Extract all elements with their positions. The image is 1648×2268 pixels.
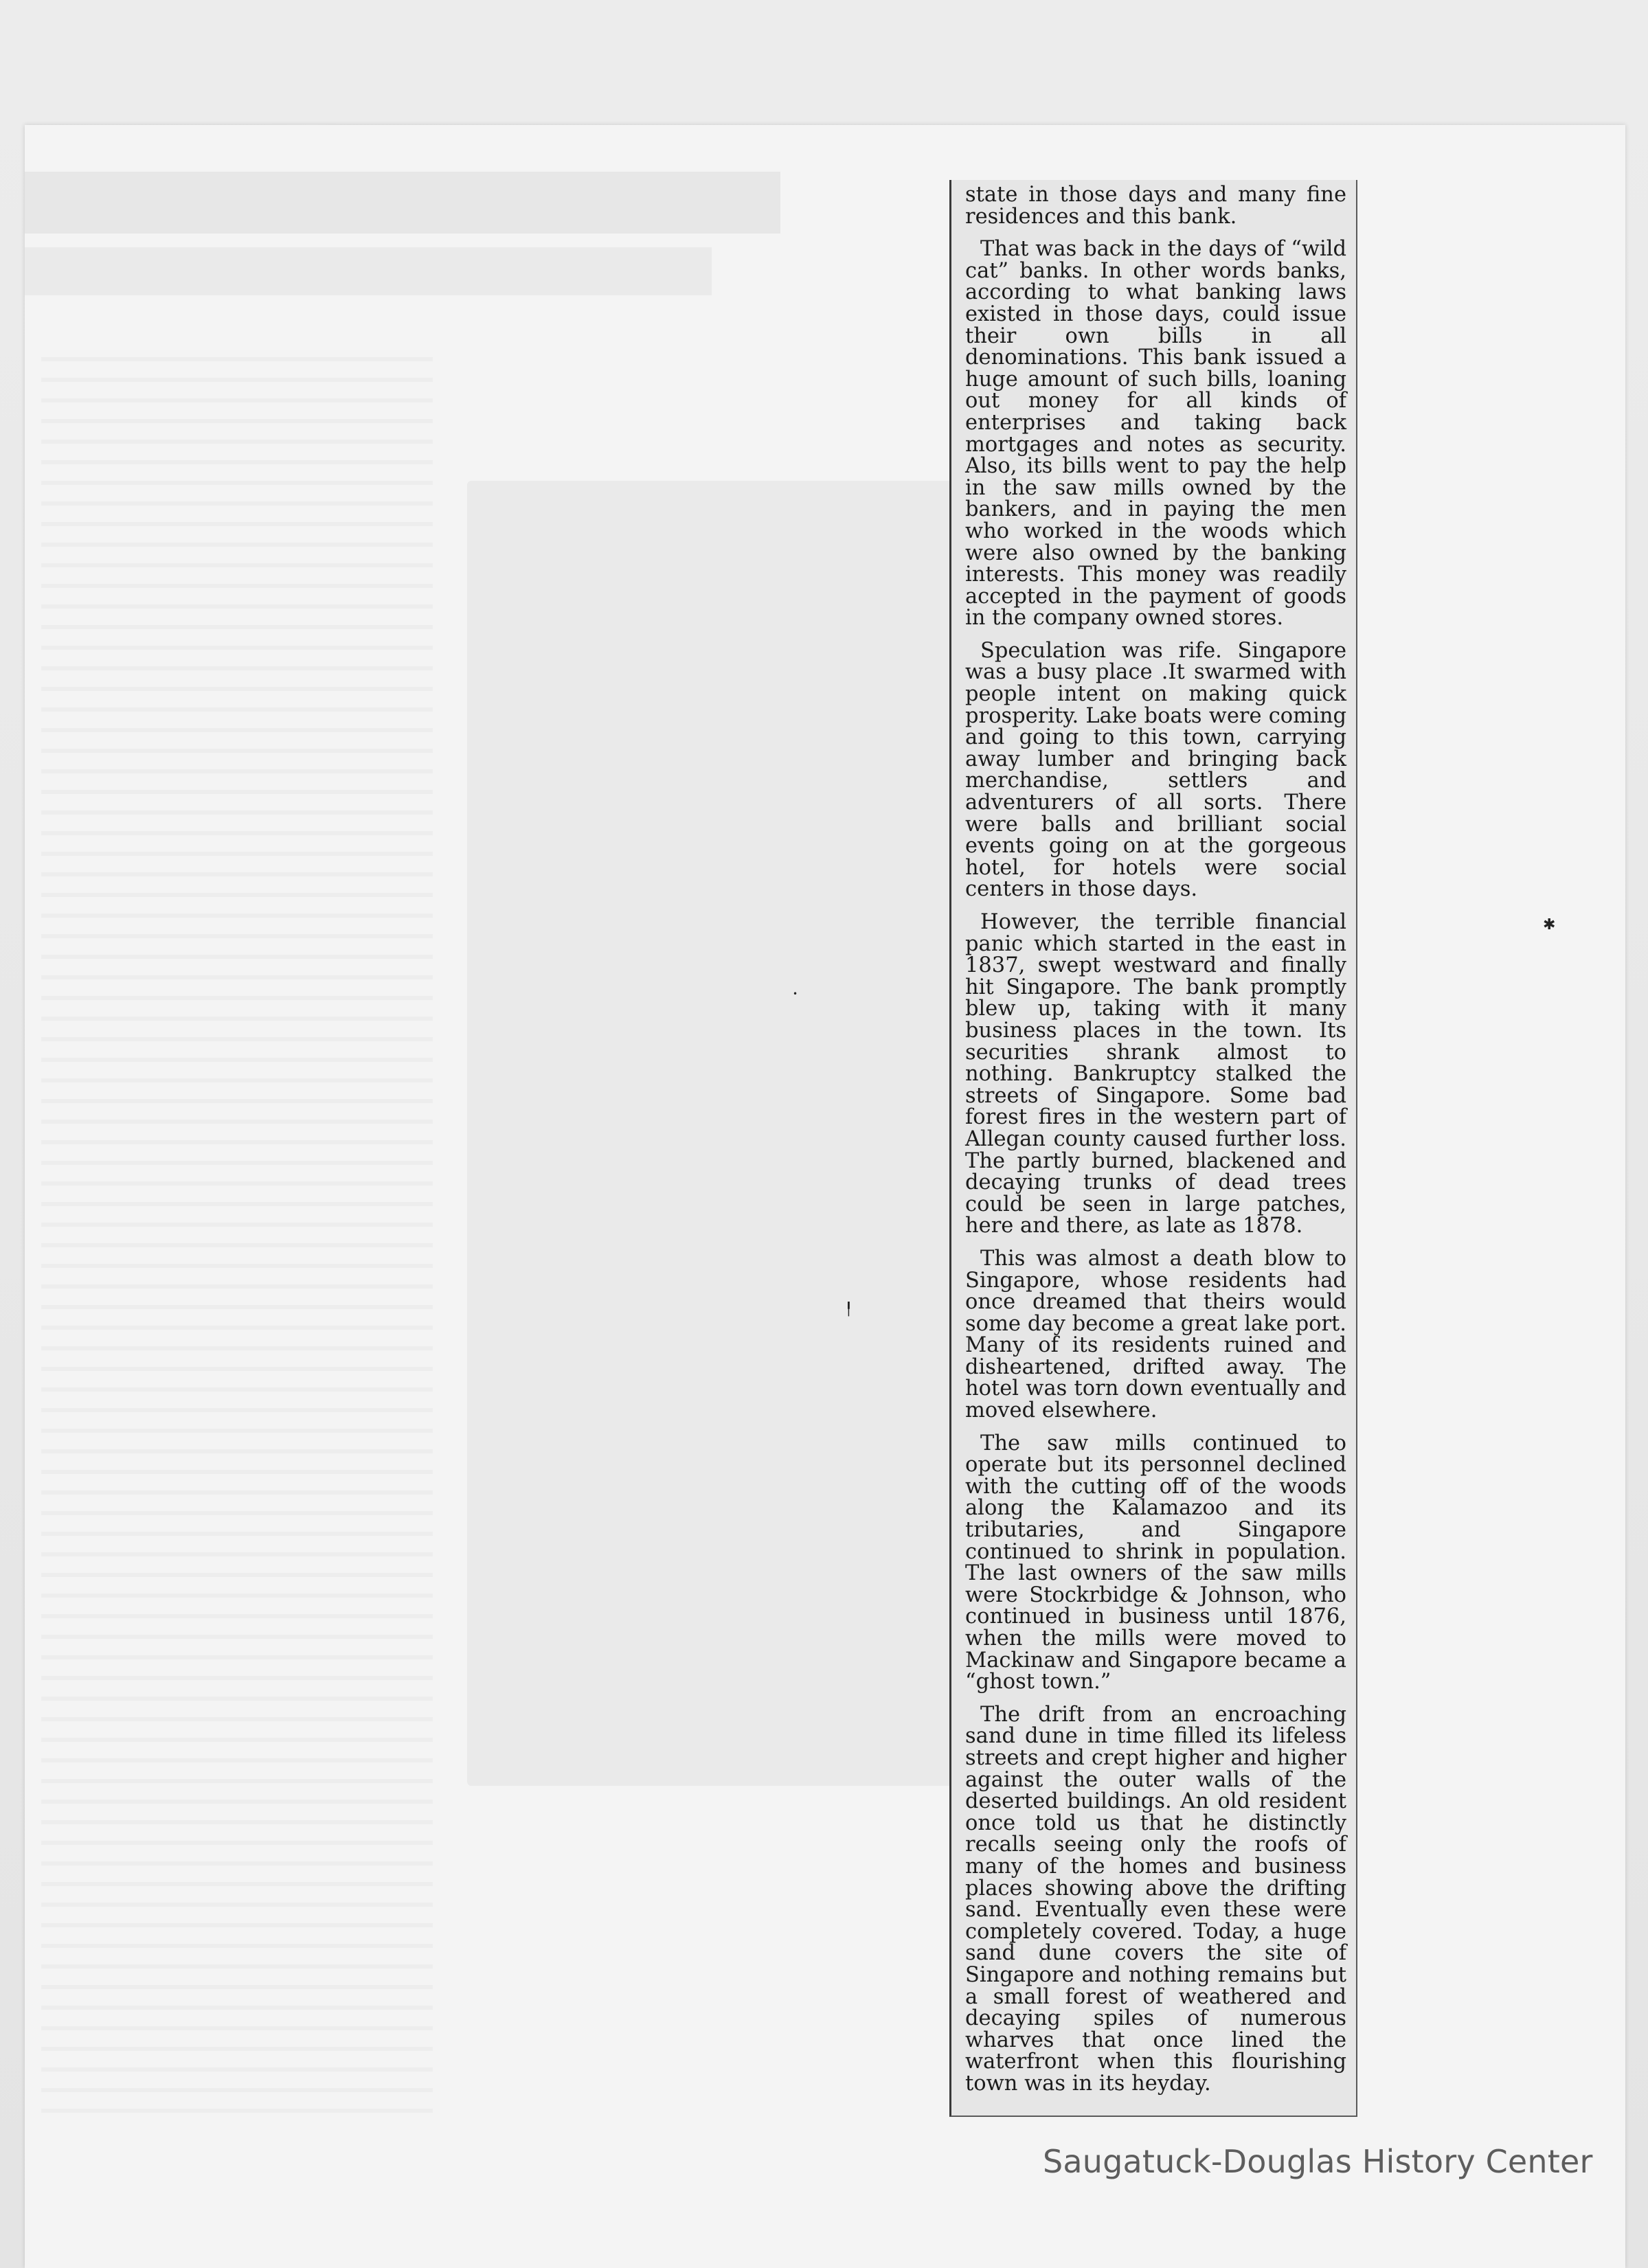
archive-watermark: Saugatuck-Douglas History Center [1043,2143,1593,2180]
clipping-paragraph: Speculation was rife. Singapore was a busy place .It swarmed with people intent on making quick prosperity. Lake boats were coming and going to this town, carrying away lumber and bringing back merchandise, settlers and adventurers of all sorts. There were balls and brilliant social events going on at the gorgeous hotel, for hotels were social centers in those days. [965,638,1346,902]
dust-speck: ✱ [1543,916,1556,933]
dust-speck: ╿ [845,1302,853,1317]
clipping-paragraph: state in those days and many fine residences and this bank. [965,183,1346,229]
dust-speck: • [793,989,798,999]
bleed-through-subhead [25,247,712,295]
clipping-paragraph: That was back in the days of “wild cat” banks. In other words banks, according to what banking laws existed in those days, could issue their own bills in all denominations. This bank issued a huge amount of such bills, loaning out money for all kinds of enterprises and taking back mortgages and notes as security. Also, its bills went to pay the help in the saw mills owned by the bankers, and in paying the men who worked in the woods which were also owned by the banking interests. This money was readily accepted in the payment of goods in the company owned stores. [965,237,1346,631]
clipping-paragraph: The saw mills continued to operate but its personnel declined with the cutting off of the woods along the Kalamazoo and its tributaries, and Singapore continued to shrink in population. The last owners of the saw mills were Stockrbidge & Johnson, who continued in business until 1876, when the mills were moved to Mackinaw and Singapore became a “ghost town.” [965,1431,1346,1694]
clipping-paragraph: This was almost a death blow to Singapore, whose residents had once dreamed that theirs would some day become a great lake port. Many of its residents ruined and disheartened, drifted away. The hotel was torn down eventually and moved elsewhere. [965,1246,1346,1423]
bleed-through-headline [25,172,780,234]
clipping-paragraph: The drift from an encroaching sand dune in time filled its lifeless streets and crept higher and higher against the outer walls of the deserted buildings. An old resident once told us that he distinctly recalls seeing only the roofs of many of the homes and business places showing above the drifting sand. Eventually even these were completely covered. Today, a huge sand dune covers the site of Singapore and nothing remains but a small forest of weathered and decaying spiles of numerous wharves that once lined the waterfront when this flourishing town was in its heyday. [965,1702,1346,2096]
bleed-through-column [41,357,433,2129]
newspaper-clipping [949,180,1357,2117]
clipping-paragraph: However, the terrible financial panic which started in the east in 1837, swept westward and finally hit Singapore. The bank promptly blew up, taking with it many business places in the town. Its securities shrank almost to nothing. Bankruptcy stalked the streets of Singapore. Some bad forest fires in the western part of Allegan county caused further loss. The partly burned, blackened and decaying trunks of dead trees could be seen in large patches, here and there, as late as 1878. [965,910,1346,1238]
